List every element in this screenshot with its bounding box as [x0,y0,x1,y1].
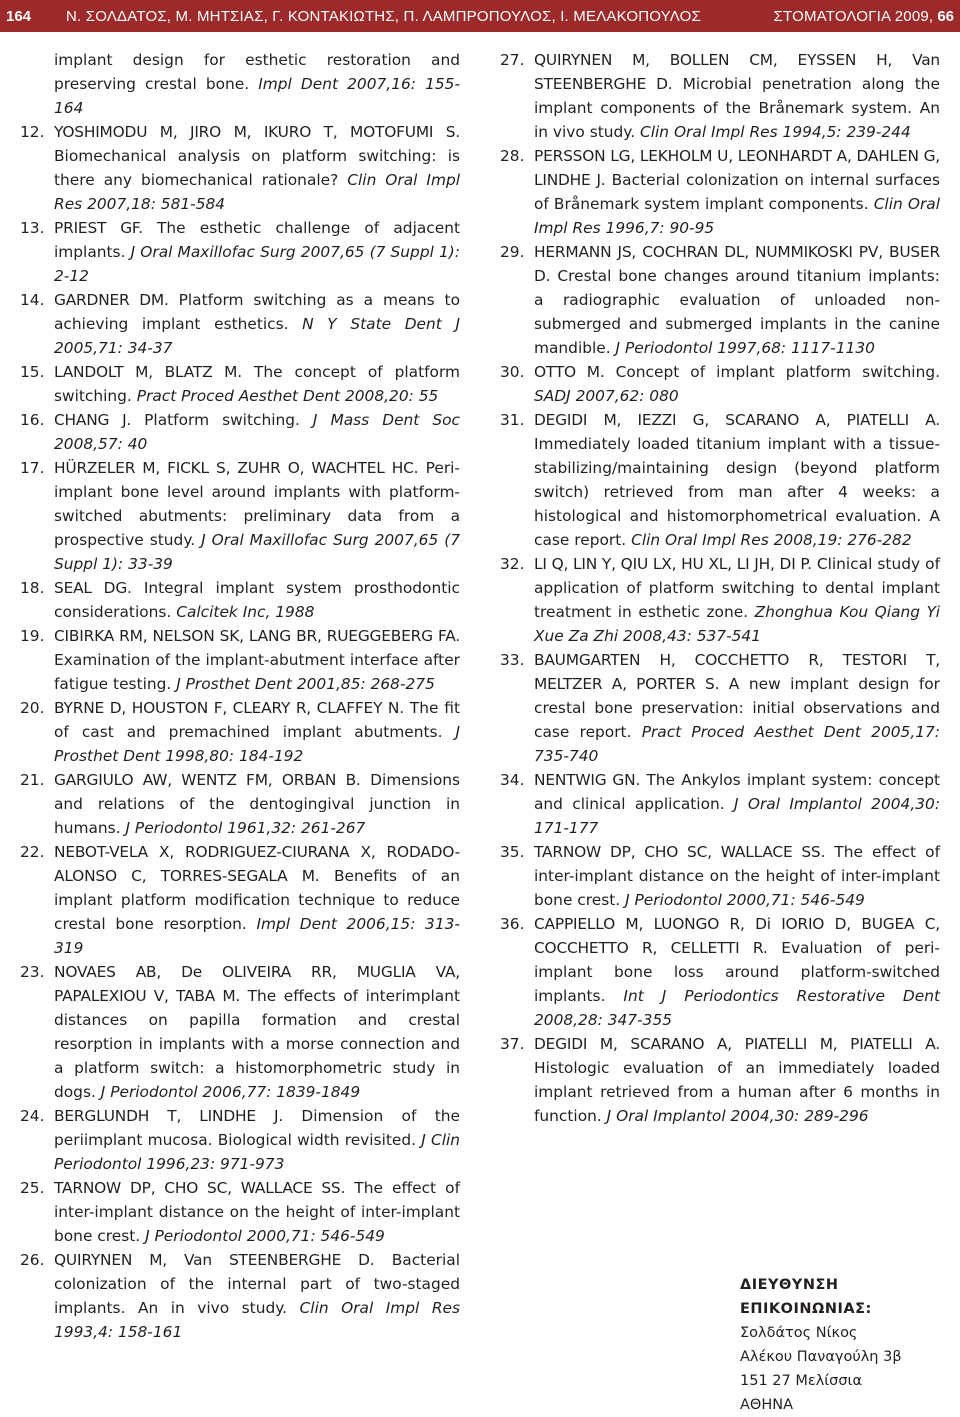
reference-item [500,1032,940,1128]
reference-number: 27. [500,51,525,69]
running-authors: Ν. ΣΟΛΔΑΤΟΣ, Μ. ΜΗΤΣΙΑΣ, Γ. ΚΟΝΤΑΚΙΩΤΗΣ, Π. ΛΑΜΠΡΟΠΟΥΛΟΣ, Ι. ΜΕΛΑΚΟΠΟΥΛΟΣ [66,7,701,25]
reference-authors: GARGIULO AW, WENTZ FM, ORBAN B. [54,771,361,789]
reference-body [54,696,460,768]
reference-journal: J Periodontol 1961,32: 261-267 [125,819,366,837]
reference-journal: J Oral Maxillofac Surg 2007,65 (7 Suppl 1): 33-39 [54,531,460,573]
reference-authors: CHANG J. [54,411,132,429]
reference-item [20,456,460,576]
reference-number: 17. [20,459,45,477]
contact-block [740,1273,960,1417]
reference-authors: CIBIRKA RM, NELSON SK, LANG BR, RUEGGEBERG FA. [54,627,460,645]
reference-authors: NENTWIG GN. [534,771,641,789]
reference-body [54,840,460,960]
reference-item [500,48,940,144]
reference-authors: HÜRZELER M, FICKL S, ZUHR O, WACHTEL HC. [54,459,419,477]
reference-journal: J Periodontol 2000,71: 546-549 [625,891,865,909]
page-number: 164 [6,7,32,25]
reference-number: 12. [20,123,45,141]
reference-authors: TARNOW DP, CHO SC, WALLACE SS. [54,1179,346,1197]
reference-journal: Clin Oral Impl Res 2007,18: 581-584 [54,171,460,213]
reference-title: Biomechanical analysis on platform switching: is there any biomechanical rationale? [54,147,460,189]
reference-number: 36. [500,915,525,933]
reference-item [500,768,940,840]
reference-title: Bacterial colonization on internal surfaces of Brånemark system implant components. [534,171,940,213]
reference-number: 25. [20,1179,45,1197]
reference-title: The concept of platform switching. [54,363,460,405]
reference-title: The esthetic challenge of adjacent implants. [54,219,460,261]
reference-journal: Clin Oral Impl Res 1996,7: 90-95 [534,195,940,237]
reference-body [534,840,940,912]
reference-journal: J Oral Implantol 2004,30: 171-177 [534,795,941,837]
reference-item [20,120,460,216]
reference-item [500,408,940,552]
contact-postcode: 151 27 Μελίσσια [740,1373,863,1389]
reference-journal: J Periodontol 2006,77: 1839-1849 [100,1083,361,1101]
reference-authors: BERGLUNDH T, LINDHE J. [54,1107,284,1125]
reference-journal: Clin Oral Impl Res 2008,19: 276-282 [631,531,912,549]
reference-title: Concept of implant platform switching. [604,363,940,381]
reference-journal: Impl Dent 2007,16: 155-164 [54,75,461,117]
reference-item [20,624,460,696]
reference-body [54,1248,460,1344]
reference-authors: BAUMGARTEN H, COCCHETTO R, TESTORI T, MELTZER A, PORTER S. [534,651,940,693]
reference-number: 35. [500,843,525,861]
reference-authors: QUIRYNEN M, Van STEENBERGHE D. [54,1251,375,1269]
reference-number: 29. [500,243,525,261]
reference-number: 26. [20,1251,45,1269]
reference-body [54,1176,460,1248]
reference-number: 37. [500,1035,525,1053]
running-journal: ΣΤΟΜΑΤΟΛΟΓΙΑ 2009, [773,7,934,25]
reference-journal: Clin Oral Impl Res 1993,4: 158-161 [54,1299,460,1341]
reference-title: Dimension of the periimplant mucosa. Biological width revisited. [54,1107,460,1149]
reference-authors: YOSHIMODU M, JIRO M, IKURO T, MOTOFUMI S. [54,123,460,141]
reference-body [54,408,460,456]
reference-journal: N Y State Dent J 2005,71: 34-37 [54,315,460,357]
reference-number: 19. [20,627,45,645]
reference-body [54,768,460,840]
reference-item [500,840,940,912]
reference-number: 32. [500,555,525,573]
reference-title: A new implant design for crestal bone preservation: initial observations and case report. [534,675,940,741]
reference-number: 28. [500,147,525,165]
reference-authors: HERMANN JS, COCHRAN DL, NUMMIKOSKI PV, BUSER D. [534,243,940,285]
reference-authors: BYRNE D, HOUSTON F, CLEARY R, CLAFFEY N. [54,699,404,717]
reference-item [20,408,460,456]
reference-body [534,552,940,648]
reference-authors: DEGIDI M, IEZZI G, SCARANO A, PIATELLI A. [534,411,940,429]
reference-body [54,960,460,1104]
reference-item [20,696,460,768]
reference-journal: Clin Oral Impl Res 1994,5: 239-244 [640,123,911,141]
reference-journal: J Oral Implantol 2004,30: 289-296 [606,1107,869,1125]
reference-item [500,552,940,648]
reference-journal: Zhonghua Kou Qiang Yi Xue Za Zhi 2008,43: 537-541 [534,603,941,645]
reference-journal: J Clin Periodontol 1996,23: 971-973 [54,1131,461,1173]
reference-item [20,576,460,624]
reference-item [20,768,460,840]
reference-journal: J Oral Maxillofac Surg 2007,65 (7 Suppl 1): 2-12 [54,243,460,285]
reference-item [500,144,940,240]
reference-authors: PERSSON LG, LEKHOLM U, LEONHARDT A, DAHLEN G, LINDHE J. [534,147,940,189]
contact-title: ΔΙΕΥΘΥΝΣΗ ΕΠΙΚΟΙΝΩΝΙΑΣ: [740,1277,872,1317]
reference-title: Benefits of an implant platform modification technique to reduce crestal bone resorption. [54,867,460,933]
reference-title: Evaluation of peri-implant bone loss around platform-switched implants. [534,939,940,1005]
reference-body [534,360,940,408]
reference-body [534,240,940,360]
reference-journal: Calcitek Inc, 1988 [176,603,315,621]
reference-title: Clinical study of application of platform switching to dental implant treatment in esthetic zone. [534,555,940,621]
page-header [0,0,960,32]
reference-body [54,624,460,696]
reference-authors: NEBOT-VELA X, RODRIGUEZ-CIURANA X, RODADO-ALONSO C, TORRES-SEGALA M. [54,843,460,885]
reference-title: Immediately loaded titanium implant with a tissue-stabilizing/maintaining design (beyond platform switch) retrieved from man after 4 weeks: a histological and histomorphometrical evaluation. A case report. [534,435,940,549]
issue-number: 66 [937,7,954,25]
reference-authors: NOVAES AB, De OLIVEIRA RR, MUGLIA VA, PAPALEXIOU V, TABA M. [54,963,460,1005]
reference-item [20,288,460,360]
reference-body [534,144,940,240]
reference-journal: Impl Dent 2006,15: 313-319 [54,915,460,957]
reference-item [20,840,460,960]
reference-item [20,1248,460,1344]
reference-number: 21. [20,771,45,789]
reference-title: The effect of inter-implant distance on the height of inter-implant bone crest. [534,843,940,909]
reference-title: Platform switching as a means to achieving implant esthetics. [54,291,460,333]
reference-title: Microbial penetration along the implant components of the Brånemark system. An in vivo study. [534,75,941,141]
reference-title: The Ankylos implant system: concept and clinical application. [534,771,940,813]
reference-journal: Pract Proced Aesthet Dent 2008,20: 55 [136,387,439,405]
reference-body [54,120,460,216]
reference-body [534,1032,940,1128]
reference-body [534,48,940,144]
reference-item [500,648,940,768]
reference-number: 23. [20,963,45,981]
reference-number: 18. [20,579,45,597]
reference-title: The effects of interimplant distances on papilla formation and crestal resorption in implants with a morse connection and a platform switch: a histomorphometric study in dogs. [54,987,460,1101]
reference-authors: CAPPIELLO M, LUONGO R, Di IORIO D, BUGEA C, COCCHETTO R, CELLETTI R. [534,915,940,957]
reference-number: 31. [500,411,525,429]
reference-title: Examination of the implant-abutment interface after fatigue testing. [54,651,460,693]
reference-item [500,912,940,1032]
reference-authors: TARNOW DP, CHO SC, WALLACE SS. [534,843,826,861]
reference-authors: DEGIDI M, SCARANO A, PIATELLI M, PIATELLI A. [534,1035,940,1053]
reference-item [20,360,460,408]
reference-body [54,456,460,576]
reference-number: 15. [20,363,45,381]
reference-authors: LANDOLT M, BLATZ M. [54,363,242,381]
reference-body [54,288,460,360]
reference-authors: SEAL DG. [54,579,132,597]
reference-journal: J Periodontol 1997,68: 1117-1130 [615,339,875,357]
reference-title: The effect of inter-implant distance on the height of inter-implant bone crest. [54,1179,460,1245]
reference-body [54,360,460,408]
reference-title: Integral implant system prosthodontic considerations. [54,579,460,621]
reference-journal: SADJ 2007,62: 080 [534,387,679,405]
reference-authors: QUIRYNEN M, BOLLEN CM, EYSSEN H, Van STEENBERGHE D. [534,51,940,93]
reference-title: Histologic evaluation of an immediately loaded implant retrieved from a human after 6 months in function. [534,1059,940,1125]
reference-number: 24. [20,1107,45,1125]
references-left-column [20,48,460,1344]
reference-body [54,1104,460,1176]
reference-authors: GARDNER DM. [54,291,169,309]
reference-item [20,216,460,288]
reference-number: 34. [500,771,525,789]
reference-item [500,240,940,360]
reference-number: 20. [20,699,45,717]
reference-authors: LI Q, LIN Y, QIU LX, HU XL, LI JH, DI P. [534,555,812,573]
contact-city: ΑΘΗΝΑ [740,1397,794,1413]
reference-journal: J Prosthet Dent 2001,85: 268-275 [176,675,435,693]
reference-number: 33. [500,651,525,669]
reference-item [500,360,940,408]
reference-title: implant design for esthetic restoration and preserving crestal bone. [54,51,460,93]
reference-number: 14. [20,291,45,309]
references-right-column [500,48,940,1128]
reference-body [534,768,940,840]
reference-journal: J Mass Dent Soc 2008,57: 40 [54,411,460,453]
reference-authors: OTTO M. [534,363,605,381]
reference-body [534,912,940,1032]
contact-name: Σολδάτος Νίκος [740,1325,858,1341]
reference-journal: J Periodontol 2000,71: 546-549 [145,1227,385,1245]
reference-item [20,48,460,120]
reference-title: Platform switching. [131,411,313,429]
reference-item [20,1176,460,1248]
reference-number: 22. [20,843,45,861]
reference-body [54,216,460,288]
reference-journal: Int J Periodontics Restorative Dent 2008,28: 347-355 [534,987,940,1029]
reference-number: 16. [20,411,45,429]
reference-title: Dimensions and relations of the dentogingival junction in humans. [54,771,461,837]
reference-body [54,576,460,624]
reference-item [20,1104,460,1176]
reference-journal: Pract Proced Aesthet Dent 2005,17: 735-740 [534,723,940,765]
reference-number: 30. [500,363,525,381]
reference-title: Bacterial colonization of the internal part of two-staged implants. An in vivo study. [54,1251,460,1317]
reference-journal: J Prosthet Dent 1998,80: 184-192 [54,723,460,765]
reference-body [534,648,940,768]
reference-item [20,960,460,1104]
contact-street: Αλέκου Παναγούλη 3β [740,1349,902,1365]
reference-title: The fit of cast and premachined implant abutments. [54,699,460,741]
reference-title: Crestal bone changes around titanium implants: a radiographic evaluation of unloaded non-submerged and submerged implants in the canine mandible. [534,267,940,357]
reference-title: Peri-implant bone level around implants with platform-switched abutments: preliminary data from a prospective study. [54,459,460,549]
reference-number: 13. [20,219,45,237]
reference-authors: PRIEST GF. [54,219,143,237]
reference-body [20,48,460,120]
reference-body [534,408,940,552]
